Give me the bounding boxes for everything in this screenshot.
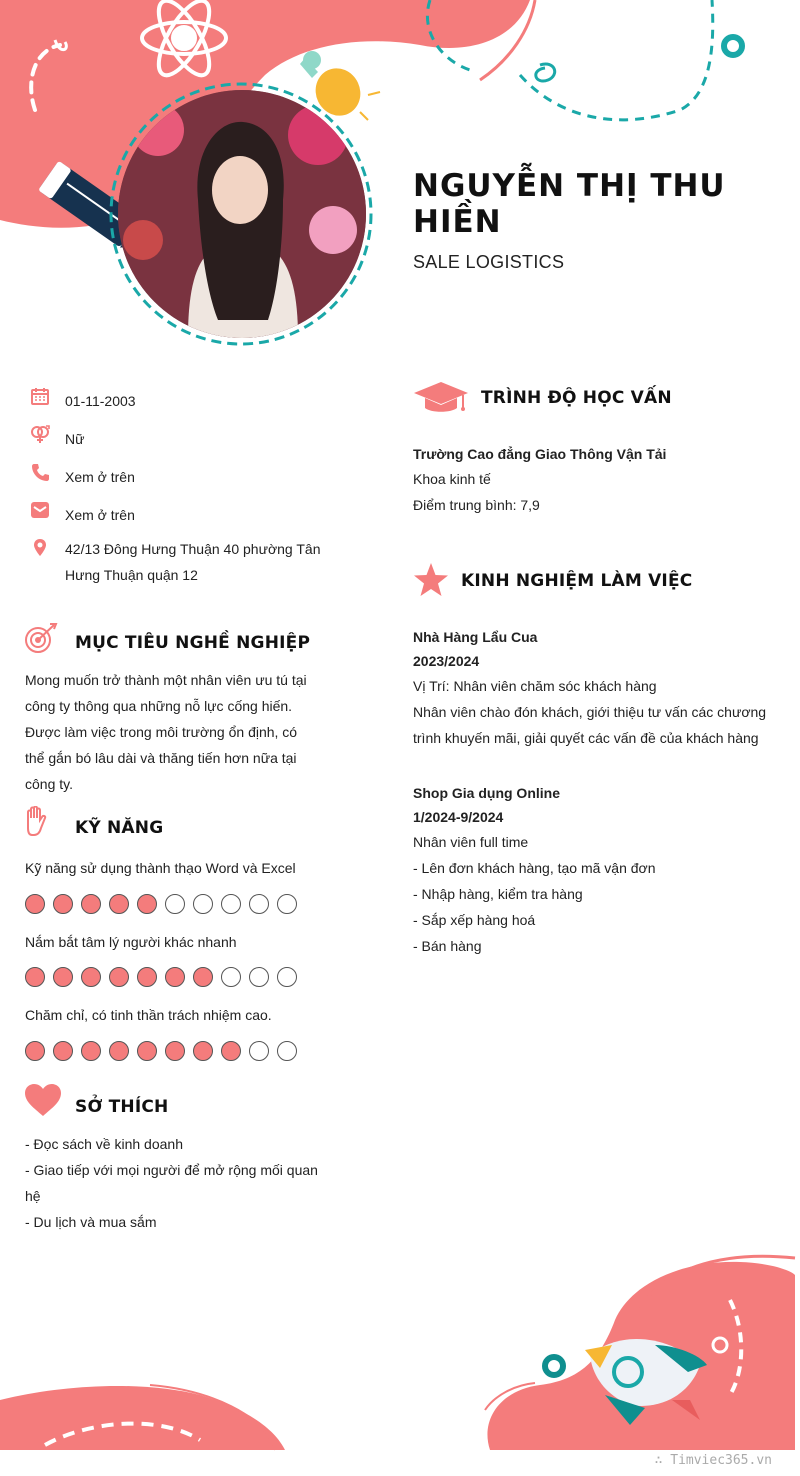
phone-icon bbox=[30, 462, 50, 482]
avatar bbox=[118, 90, 366, 338]
address-value: 42/13 Đông Hưng Thuận 40 phường Tân Hưng Thuận quận 12 bbox=[65, 541, 321, 583]
rating-dot-empty bbox=[193, 894, 213, 914]
watermark: ∴ Timviec365.vn bbox=[654, 1453, 772, 1468]
rating-dot-filled bbox=[25, 1041, 45, 1061]
rating-dot-empty bbox=[221, 967, 241, 987]
skill-rating bbox=[25, 894, 297, 914]
hobbies-title: SỞ THÍCH bbox=[75, 1097, 169, 1117]
job-line: Nhân viên full time bbox=[413, 834, 529, 850]
hobby-item: - Du lịch và mua sắm bbox=[25, 1214, 157, 1230]
target-icon bbox=[24, 622, 58, 656]
job-company: Nhà Hàng Lẩu Cua bbox=[413, 629, 538, 645]
skill-rating bbox=[25, 1041, 297, 1061]
email-icon bbox=[30, 500, 50, 520]
rating-dot-filled bbox=[221, 1041, 241, 1061]
job-line: Nhân viên chào đón khách, giới thiệu tư vấn các chương trình khuyến mãi, giải quyết các vấn đề của khách hàng bbox=[413, 704, 767, 746]
rating-dot-filled bbox=[109, 1041, 129, 1061]
job-line: - Lên đơn khách hàng, tạo mã vận đơn bbox=[413, 860, 656, 876]
gpa: Điểm trung bình: 7,9 bbox=[413, 497, 540, 513]
skills-title: KỸ NĂNG bbox=[75, 818, 164, 838]
gender-icon bbox=[30, 424, 50, 444]
hand-icon bbox=[24, 806, 48, 838]
faculty: Khoa kinh tế bbox=[413, 471, 491, 487]
experience-title: KINH NGHIỆM LÀM VIỆC bbox=[461, 571, 693, 591]
rating-dot-filled bbox=[193, 1041, 213, 1061]
gender-value: Nữ bbox=[65, 431, 85, 447]
rating-dot-empty bbox=[249, 1041, 269, 1061]
graduation-cap-icon bbox=[413, 380, 469, 416]
rating-dot-empty bbox=[277, 1041, 297, 1061]
rating-dot-filled bbox=[137, 1041, 157, 1061]
phone-value: Xem ở trên bbox=[65, 469, 135, 485]
birthdate-value: 01-11-2003 bbox=[65, 393, 136, 409]
rating-dot-filled bbox=[81, 1041, 101, 1061]
rating-dot-empty bbox=[277, 894, 297, 914]
rating-dot-empty bbox=[249, 894, 269, 914]
rating-dot-filled bbox=[109, 894, 129, 914]
rating-dot-filled bbox=[109, 967, 129, 987]
job-line: Vị Trí: Nhân viên chăm sóc khách hàng bbox=[413, 678, 657, 694]
rating-dot-filled bbox=[193, 967, 213, 987]
rating-dot-empty bbox=[221, 894, 241, 914]
job-company: Shop Gia dụng Online bbox=[413, 785, 560, 801]
rating-dot-filled bbox=[53, 894, 73, 914]
rating-dot-filled bbox=[81, 894, 101, 914]
heart-icon bbox=[24, 1083, 62, 1117]
school-name: Trường Cao đẳng Giao Thông Vận Tải bbox=[413, 446, 667, 462]
hobby-item: - Đọc sách về kinh doanh bbox=[25, 1136, 183, 1152]
rating-dot-filled bbox=[25, 894, 45, 914]
rating-dot-filled bbox=[137, 894, 157, 914]
skill-label: Kỹ năng sử dụng thành thạo Word và Excel bbox=[25, 860, 296, 876]
rating-dot-filled bbox=[25, 967, 45, 987]
portrait-image bbox=[118, 90, 366, 338]
rating-dot-empty bbox=[249, 967, 269, 987]
rating-dot-filled bbox=[137, 967, 157, 987]
job-title: SALE LOGISTICS bbox=[413, 252, 565, 272]
rating-dot-filled bbox=[53, 1041, 73, 1061]
job-period: 2023/2024 bbox=[413, 653, 480, 669]
education-title: TRÌNH ĐỘ HỌC VẤN bbox=[481, 388, 672, 408]
job-line: - Nhập hàng, kiểm tra hàng bbox=[413, 886, 583, 902]
rating-dot-filled bbox=[165, 1041, 185, 1061]
email-value: Xem ở trên bbox=[65, 507, 135, 523]
job-period: 1/2024-9/2024 bbox=[413, 809, 504, 825]
rating-dot-empty bbox=[277, 967, 297, 987]
objective-title: MỤC TIÊU NGHỀ NGHIỆP bbox=[75, 633, 311, 653]
rating-dot-filled bbox=[165, 967, 185, 987]
rating-dot-filled bbox=[53, 967, 73, 987]
location-pin-icon bbox=[30, 538, 50, 558]
job-line: - Bán hàng bbox=[413, 938, 482, 954]
full-name: NGUYỄN THỊ THU HIỀN bbox=[413, 168, 726, 240]
hobby-item: - Giao tiếp với mọi người để mở rộng mối quan hệ bbox=[25, 1162, 318, 1204]
calendar-icon bbox=[30, 386, 50, 406]
objective-text: Mong muốn trở thành một nhân viên ưu tú tại công ty thông qua những nỗ lực cống hiến. Được làm việc trong môi trường ổn định, có thể gắn bó lâu dài và thăng tiến hơn nữa tại công ty. bbox=[25, 672, 307, 792]
skill-label: Nắm bắt tâm lý người khác nhanh bbox=[25, 934, 237, 950]
star-icon bbox=[413, 562, 449, 598]
skill-label: Chăm chỉ, có tinh thần trách nhiệm cao. bbox=[25, 1007, 272, 1023]
job-line: - Sắp xếp hàng hoá bbox=[413, 912, 536, 928]
rating-dot-filled bbox=[81, 967, 101, 987]
skill-rating bbox=[25, 967, 297, 987]
rating-dot-empty bbox=[165, 894, 185, 914]
